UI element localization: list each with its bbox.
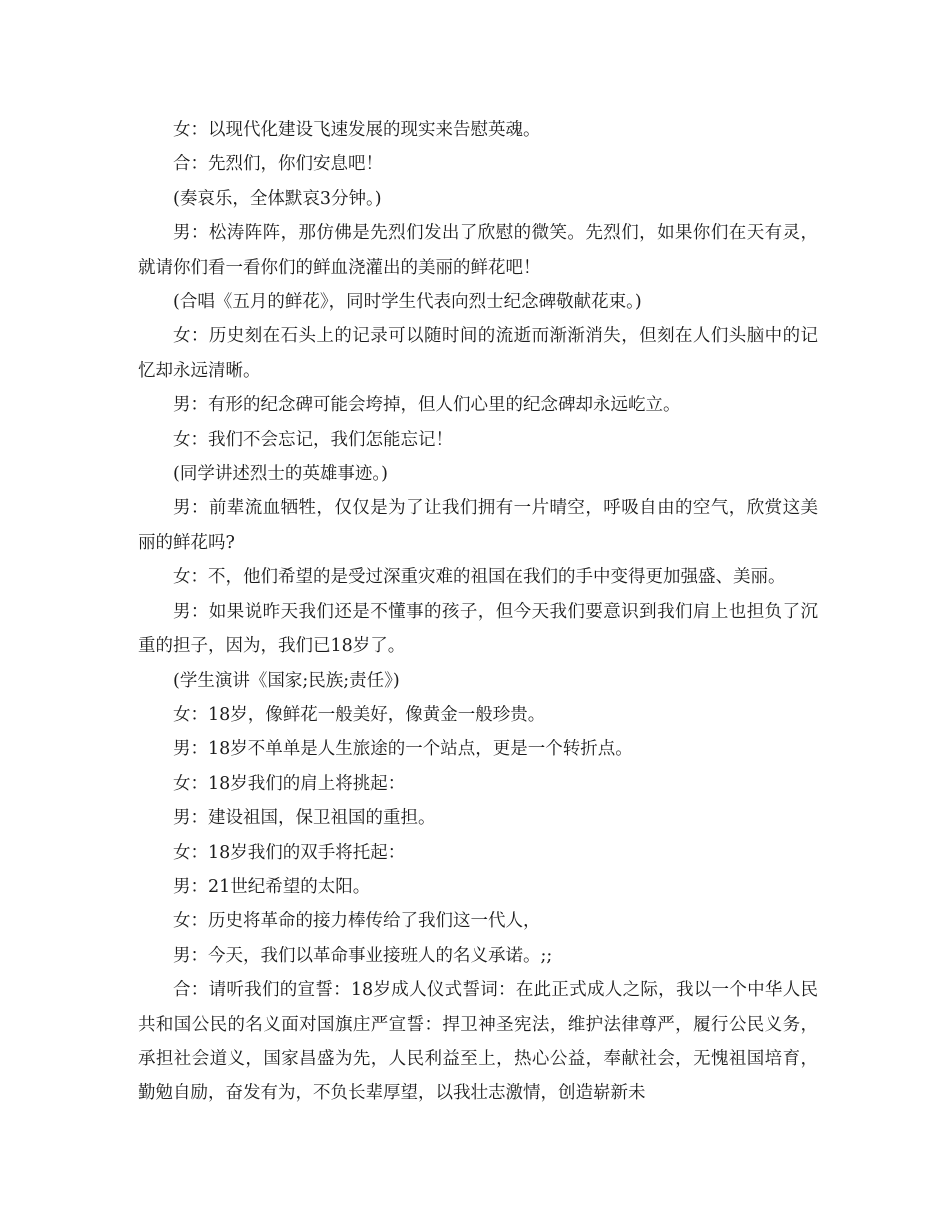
paragraph: 男：21世纪希望的太阳。 <box>173 876 371 897</box>
paragraph: 男：建设祖国，保卫祖国的重担。 <box>173 808 436 829</box>
paragraph: 女：不，他们希望的是受过深重灾难的祖国在我们的手中变得更加强盛、美丽。 <box>173 567 786 588</box>
paragraph: 男：有形的纪念碑可能会垮掉，但人们心里的纪念碑却永远屹立。 <box>173 395 681 416</box>
paragraph: (合唱《五月的鲜花》，同时学生代表向烈士纪念碑敬献花束。) <box>173 292 642 313</box>
paragraph: 女：历史刻在石头上的记录可以随时间的流逝而渐渐消失，但刻在人们头脑中的记忆却永远清晰。 <box>138 326 818 381</box>
paragraph: 女：历史将革命的接力棒传给了我们这一代人， <box>173 911 541 932</box>
paragraph: 女：18岁，像鲜花一般美好，像黄金一般珍贵。 <box>173 704 546 725</box>
paragraph: 男：今天，我们以革命事业接班人的名义承诺。;; <box>173 945 553 966</box>
paragraph: 女：我们不会忘记，我们怎能忘记！ <box>173 429 453 450</box>
document-body <box>138 113 818 1111</box>
paragraph: (奏哀乐，全体默哀3分钟。) <box>173 188 382 209</box>
paragraph: 合：先烈们，你们安息吧！ <box>173 154 383 175</box>
paragraph: 男：松涛阵阵，那仿佛是先烈们发出了欣慰的微笑。先烈们，如果你们在天有灵，就请你们看一看你们的鲜血浇灌出的美丽的鲜花吧！ <box>138 223 818 278</box>
paragraph: 合：请听我们的宣誓：18岁成人仪式誓词：在此正式成人之际，我以一个中华人民共和国公民的名义面对国旗庄严宣誓：捍卫神圣宪法，维护法律尊严，履行公民义务，承担社会道义，国家昌盛为先，人民利益至上，热心公益，奉献社会，无愧祖国培育，勤勉自励，奋发有为，不负长辈厚望，以我壮志激情，创造崭新未 <box>138 980 818 1104</box>
paragraph: 女：18岁我们的双手将托起： <box>173 842 406 863</box>
paragraph: 男：18岁不单单是人生旅途的一个站点，更是一个转折点。 <box>173 739 633 760</box>
paragraph: (学生演讲《国家;民族;责任》) <box>173 670 400 691</box>
paragraph: (同学讲述烈士的英雄事迹。) <box>173 464 388 485</box>
paragraph: 女：18岁我们的肩上将挑起： <box>173 773 406 794</box>
paragraph: 男：如果说昨天我们还是不懂事的孩子，但今天我们要意识到我们肩上也担负了沉重的担子，因为，我们已18岁了。 <box>138 601 818 657</box>
paragraph: 男：前辈流血牺牲，仅仅是为了让我们拥有一片晴空，呼吸自由的空气，欣赏这美丽的鲜花吗? <box>138 498 818 553</box>
paragraph: 女：以现代化建设飞速发展的现实来告慰英魂。 <box>173 120 541 140</box>
